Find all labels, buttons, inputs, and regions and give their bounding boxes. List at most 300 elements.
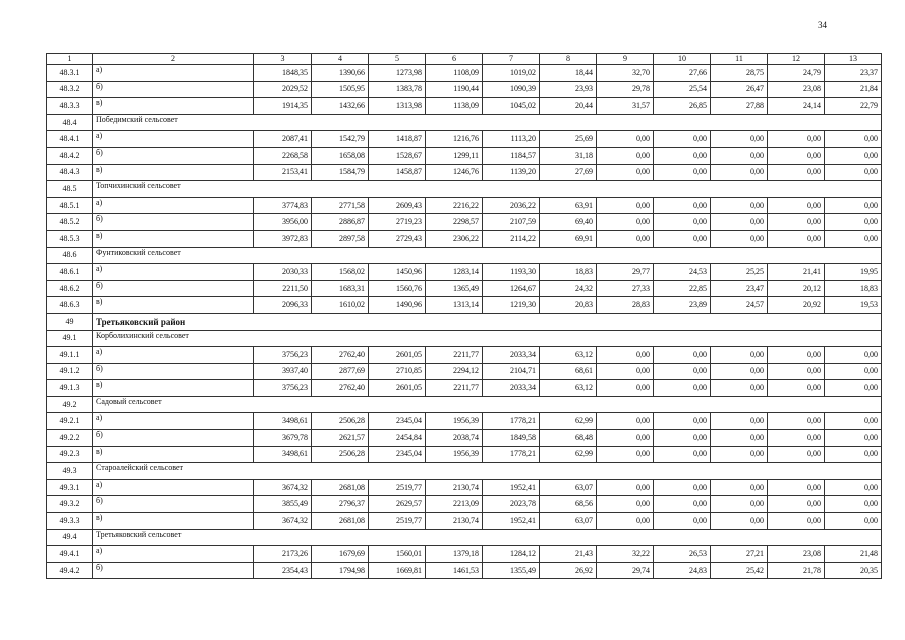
row-code: 49.4.1 <box>47 546 93 563</box>
value-cell: 19,53 <box>825 297 882 314</box>
value-cell: 18,83 <box>825 280 882 297</box>
row-code: 48.5.3 <box>47 230 93 247</box>
value-cell: 20,92 <box>768 297 825 314</box>
value-cell: 0,00 <box>711 197 768 214</box>
value-cell: 2153,41 <box>254 164 312 181</box>
value-cell: 2877,69 <box>312 363 369 380</box>
group-row <box>47 114 882 131</box>
value-cell: 0,00 <box>597 430 654 447</box>
value-cell: 2294,12 <box>426 363 483 380</box>
value-cell: 2681,08 <box>312 479 369 496</box>
value-cell: 0,00 <box>597 479 654 496</box>
value-cell: 1658,08 <box>312 147 369 164</box>
table-row <box>47 81 882 98</box>
value-cell: 20,83 <box>540 297 597 314</box>
value-cell: 0,00 <box>597 347 654 364</box>
value-cell: 1568,02 <box>312 264 369 281</box>
tariff-table <box>46 53 882 579</box>
table-row <box>47 297 882 314</box>
value-cell: 22,85 <box>654 280 711 297</box>
row-code: 49.1.1 <box>47 347 93 364</box>
value-cell: 0,00 <box>825 513 882 530</box>
value-cell: 18,83 <box>540 264 597 281</box>
value-cell: 2762,40 <box>312 347 369 364</box>
value-cell: 0,00 <box>711 496 768 513</box>
table-row <box>47 147 882 164</box>
value-cell: 0,00 <box>768 347 825 364</box>
value-cell: 2886,87 <box>312 214 369 231</box>
value-cell: 3937,40 <box>254 363 312 380</box>
value-cell: 24,83 <box>654 562 711 579</box>
column-header: 7 <box>483 54 540 65</box>
row-variant: б) <box>93 363 254 380</box>
value-cell: 0,00 <box>711 430 768 447</box>
value-cell: 0,00 <box>711 230 768 247</box>
value-cell: 0,00 <box>597 197 654 214</box>
council-name: Победимский сельсовет <box>93 114 882 131</box>
value-cell: 1045,02 <box>483 98 540 115</box>
row-variant: б) <box>93 81 254 98</box>
value-cell: 0,00 <box>654 230 711 247</box>
value-cell: 0,00 <box>711 446 768 463</box>
row-variant: а) <box>93 131 254 148</box>
value-cell: 21,84 <box>825 81 882 98</box>
value-cell: 25,25 <box>711 264 768 281</box>
value-cell: 24,57 <box>711 297 768 314</box>
value-cell: 0,00 <box>711 214 768 231</box>
table-row <box>47 430 882 447</box>
row-code: 48.4.2 <box>47 147 93 164</box>
value-cell: 29,77 <box>597 264 654 281</box>
value-cell: 2710,85 <box>369 363 426 380</box>
row-variant: б) <box>93 430 254 447</box>
row-code: 48.6.3 <box>47 297 93 314</box>
value-cell: 1184,57 <box>483 147 540 164</box>
value-cell: 27,33 <box>597 280 654 297</box>
value-cell: 1778,21 <box>483 413 540 430</box>
value-cell: 0,00 <box>654 446 711 463</box>
row-code: 48.5.1 <box>47 197 93 214</box>
table-row <box>47 280 882 297</box>
value-cell: 2506,28 <box>312 413 369 430</box>
value-cell: 0,00 <box>711 131 768 148</box>
council-name: Третьяковский сельсовет <box>93 529 882 546</box>
value-cell: 1679,69 <box>312 546 369 563</box>
value-cell: 1542,79 <box>312 131 369 148</box>
value-cell: 2897,58 <box>312 230 369 247</box>
value-cell: 0,00 <box>654 197 711 214</box>
value-cell: 21,41 <box>768 264 825 281</box>
column-header: 2 <box>93 54 254 65</box>
value-cell: 0,00 <box>597 147 654 164</box>
value-cell: 21,43 <box>540 546 597 563</box>
value-cell: 2213,09 <box>426 496 483 513</box>
column-header: 11 <box>711 54 768 65</box>
value-cell: 2354,43 <box>254 562 312 579</box>
column-header: 4 <box>312 54 369 65</box>
table-row <box>47 363 882 380</box>
table-row <box>47 264 882 281</box>
table-row <box>47 479 882 496</box>
value-cell: 31,57 <box>597 98 654 115</box>
value-cell: 2621,57 <box>312 430 369 447</box>
value-cell: 1313,98 <box>369 98 426 115</box>
value-cell: 2681,08 <box>312 513 369 530</box>
value-cell: 0,00 <box>654 214 711 231</box>
value-cell: 69,40 <box>540 214 597 231</box>
value-cell: 0,00 <box>768 479 825 496</box>
value-cell: 3855,49 <box>254 496 312 513</box>
value-cell: 0,00 <box>597 230 654 247</box>
value-cell: 24,32 <box>540 280 597 297</box>
value-cell: 63,12 <box>540 347 597 364</box>
value-cell: 2036,22 <box>483 197 540 214</box>
value-cell: 2719,23 <box>369 214 426 231</box>
value-cell: 0,00 <box>711 164 768 181</box>
value-cell: 0,00 <box>711 363 768 380</box>
column-header: 6 <box>426 54 483 65</box>
value-cell: 20,12 <box>768 280 825 297</box>
value-cell: 0,00 <box>654 164 711 181</box>
value-cell: 2029,52 <box>254 81 312 98</box>
value-cell: 2609,43 <box>369 197 426 214</box>
value-cell: 26,53 <box>654 546 711 563</box>
row-code: 48.4.1 <box>47 131 93 148</box>
value-cell: 31,18 <box>540 147 597 164</box>
table-row <box>47 496 882 513</box>
value-cell: 3756,23 <box>254 380 312 397</box>
value-cell: 2107,59 <box>483 214 540 231</box>
value-cell: 1849,58 <box>483 430 540 447</box>
value-cell: 2454,84 <box>369 430 426 447</box>
value-cell: 2173,26 <box>254 546 312 563</box>
value-cell: 0,00 <box>768 496 825 513</box>
value-cell: 28,75 <box>711 65 768 82</box>
row-variant: а) <box>93 546 254 563</box>
value-cell: 0,00 <box>768 197 825 214</box>
value-cell: 63,07 <box>540 479 597 496</box>
table-row <box>47 230 882 247</box>
row-code: 49.4.2 <box>47 562 93 579</box>
row-variant: в) <box>93 513 254 530</box>
value-cell: 23,89 <box>654 297 711 314</box>
value-cell: 1450,96 <box>369 264 426 281</box>
value-cell: 0,00 <box>768 430 825 447</box>
table-row <box>47 380 882 397</box>
value-cell: 1848,35 <box>254 65 312 82</box>
value-cell: 1560,01 <box>369 546 426 563</box>
value-cell: 3956,00 <box>254 214 312 231</box>
table-row <box>47 214 882 231</box>
value-cell: 0,00 <box>768 230 825 247</box>
value-cell: 1778,21 <box>483 446 540 463</box>
value-cell: 3972,83 <box>254 230 312 247</box>
value-cell: 0,00 <box>768 147 825 164</box>
value-cell: 2038,74 <box>426 430 483 447</box>
value-cell: 1794,98 <box>312 562 369 579</box>
value-cell: 2033,34 <box>483 347 540 364</box>
value-cell: 0,00 <box>597 164 654 181</box>
value-cell: 3756,23 <box>254 347 312 364</box>
row-code: 49.1.3 <box>47 380 93 397</box>
row-code: 48.5.2 <box>47 214 93 231</box>
value-cell: 0,00 <box>597 380 654 397</box>
value-cell: 0,00 <box>654 147 711 164</box>
table-row <box>47 164 882 181</box>
value-cell: 23,37 <box>825 65 882 82</box>
table-row <box>47 197 882 214</box>
value-cell: 63,12 <box>540 380 597 397</box>
value-cell: 0,00 <box>768 446 825 463</box>
row-code: 48.3.3 <box>47 98 93 115</box>
value-cell: 0,00 <box>654 496 711 513</box>
value-cell: 0,00 <box>654 380 711 397</box>
value-cell: 25,54 <box>654 81 711 98</box>
value-cell: 2771,58 <box>312 197 369 214</box>
value-cell: 0,00 <box>711 347 768 364</box>
value-cell: 3498,61 <box>254 446 312 463</box>
row-variant: б) <box>93 147 254 164</box>
value-cell: 0,00 <box>654 347 711 364</box>
group-row <box>47 396 882 413</box>
row-variant: в) <box>93 98 254 115</box>
value-cell: 1365,49 <box>426 280 483 297</box>
value-cell: 1952,41 <box>483 513 540 530</box>
value-cell: 2306,22 <box>426 230 483 247</box>
value-cell: 1273,98 <box>369 65 426 82</box>
value-cell: 0,00 <box>768 131 825 148</box>
value-cell: 1355,49 <box>483 562 540 579</box>
value-cell: 2519,77 <box>369 513 426 530</box>
value-cell: 1560,76 <box>369 280 426 297</box>
value-cell: 0,00 <box>825 147 882 164</box>
value-cell: 0,00 <box>825 214 882 231</box>
row-code: 48.6.1 <box>47 264 93 281</box>
council-name: Корболихинский сельсовет <box>93 330 882 347</box>
group-row <box>47 463 882 480</box>
table-row <box>47 546 882 563</box>
value-cell: 23,08 <box>768 81 825 98</box>
row-code: 48.5 <box>47 181 93 198</box>
value-cell: 20,35 <box>825 562 882 579</box>
value-cell: 0,00 <box>825 230 882 247</box>
row-variant: а) <box>93 347 254 364</box>
value-cell: 20,44 <box>540 98 597 115</box>
value-cell: 1283,14 <box>426 264 483 281</box>
value-cell: 63,07 <box>540 513 597 530</box>
table-row <box>47 513 882 530</box>
value-cell: 0,00 <box>711 413 768 430</box>
row-code: 48.3.1 <box>47 65 93 82</box>
value-cell: 68,48 <box>540 430 597 447</box>
value-cell: 0,00 <box>597 513 654 530</box>
value-cell: 0,00 <box>825 363 882 380</box>
value-cell: 28,83 <box>597 297 654 314</box>
value-cell: 1610,02 <box>312 297 369 314</box>
table-row <box>47 65 882 82</box>
table-row <box>47 413 882 430</box>
value-cell: 0,00 <box>597 131 654 148</box>
header-row <box>47 54 882 65</box>
value-cell: 1246,76 <box>426 164 483 181</box>
row-variant: б) <box>93 562 254 579</box>
value-cell: 1264,67 <box>483 280 540 297</box>
table-row <box>47 446 882 463</box>
value-cell: 0,00 <box>654 363 711 380</box>
table-body <box>47 54 882 579</box>
value-cell: 0,00 <box>711 147 768 164</box>
value-cell: 1956,39 <box>426 413 483 430</box>
value-cell: 1284,12 <box>483 546 540 563</box>
value-cell: 2211,50 <box>254 280 312 297</box>
value-cell: 2130,74 <box>426 479 483 496</box>
council-name: Староалейский сельсовет <box>93 463 882 480</box>
value-cell: 2130,74 <box>426 513 483 530</box>
group-row <box>47 330 882 347</box>
value-cell: 2601,05 <box>369 380 426 397</box>
value-cell: 1383,78 <box>369 81 426 98</box>
value-cell: 63,91 <box>540 197 597 214</box>
value-cell: 2506,28 <box>312 446 369 463</box>
value-cell: 1458,87 <box>369 164 426 181</box>
row-code: 49.3.1 <box>47 479 93 496</box>
value-cell: 2211,77 <box>426 380 483 397</box>
value-cell: 0,00 <box>825 197 882 214</box>
value-cell: 1956,39 <box>426 446 483 463</box>
value-cell: 1461,53 <box>426 562 483 579</box>
value-cell: 1505,95 <box>312 81 369 98</box>
value-cell: 1313,14 <box>426 297 483 314</box>
row-variant: б) <box>93 280 254 297</box>
value-cell: 2601,05 <box>369 347 426 364</box>
value-cell: 0,00 <box>654 513 711 530</box>
value-cell: 0,00 <box>597 496 654 513</box>
group-row <box>47 529 882 546</box>
group-row <box>47 247 882 264</box>
value-cell: 0,00 <box>654 413 711 430</box>
row-code: 48.6 <box>47 247 93 264</box>
value-cell: 0,00 <box>711 479 768 496</box>
row-code: 49.3 <box>47 463 93 480</box>
row-code: 49.2.2 <box>47 430 93 447</box>
table-row <box>47 562 882 579</box>
value-cell: 2762,40 <box>312 380 369 397</box>
row-variant: в) <box>93 380 254 397</box>
row-code: 49.3.2 <box>47 496 93 513</box>
row-code: 48.6.2 <box>47 280 93 297</box>
council-name: Фунтиковский сельсовет <box>93 247 882 264</box>
value-cell: 3774,83 <box>254 197 312 214</box>
value-cell: 0,00 <box>768 380 825 397</box>
value-cell: 1138,09 <box>426 98 483 115</box>
column-header: 9 <box>597 54 654 65</box>
value-cell: 19,95 <box>825 264 882 281</box>
row-variant: в) <box>93 297 254 314</box>
value-cell: 1432,66 <box>312 98 369 115</box>
column-header: 13 <box>825 54 882 65</box>
value-cell: 1584,79 <box>312 164 369 181</box>
value-cell: 3679,78 <box>254 430 312 447</box>
value-cell: 1418,87 <box>369 131 426 148</box>
value-cell: 0,00 <box>825 131 882 148</box>
value-cell: 2729,43 <box>369 230 426 247</box>
value-cell: 1216,76 <box>426 131 483 148</box>
value-cell: 2030,33 <box>254 264 312 281</box>
region-row <box>47 313 882 330</box>
value-cell: 0,00 <box>768 164 825 181</box>
value-cell: 2216,22 <box>426 197 483 214</box>
row-code: 49.2.3 <box>47 446 93 463</box>
value-cell: 62,99 <box>540 446 597 463</box>
value-cell: 1190,44 <box>426 81 483 98</box>
value-cell: 22,79 <box>825 98 882 115</box>
value-cell: 1683,31 <box>312 280 369 297</box>
value-cell: 0,00 <box>654 479 711 496</box>
row-variant: б) <box>93 496 254 513</box>
value-cell: 1019,02 <box>483 65 540 82</box>
row-code: 49.3.3 <box>47 513 93 530</box>
council-name: Садовый сельсовет <box>93 396 882 413</box>
value-cell: 0,00 <box>654 430 711 447</box>
row-code: 48.4 <box>47 114 93 131</box>
value-cell: 2087,41 <box>254 131 312 148</box>
value-cell: 1528,67 <box>369 147 426 164</box>
value-cell: 0,00 <box>825 347 882 364</box>
value-cell: 1219,30 <box>483 297 540 314</box>
region-name: Третьяковский район <box>93 313 882 330</box>
row-variant: а) <box>93 197 254 214</box>
page-number: 34 <box>818 20 827 30</box>
value-cell: 2114,22 <box>483 230 540 247</box>
column-header: 3 <box>254 54 312 65</box>
row-variant: в) <box>93 446 254 463</box>
value-cell: 1390,66 <box>312 65 369 82</box>
value-cell: 1113,20 <box>483 131 540 148</box>
table-row <box>47 98 882 115</box>
value-cell: 0,00 <box>825 446 882 463</box>
row-variant: в) <box>93 230 254 247</box>
value-cell: 21,78 <box>768 562 825 579</box>
value-cell: 1299,11 <box>426 147 483 164</box>
value-cell: 69,91 <box>540 230 597 247</box>
value-cell: 27,69 <box>540 164 597 181</box>
value-cell: 2345,04 <box>369 446 426 463</box>
value-cell: 25,69 <box>540 131 597 148</box>
value-cell: 27,66 <box>654 65 711 82</box>
column-header: 10 <box>654 54 711 65</box>
value-cell: 0,00 <box>825 380 882 397</box>
value-cell: 21,48 <box>825 546 882 563</box>
value-cell: 0,00 <box>597 413 654 430</box>
value-cell: 1108,09 <box>426 65 483 82</box>
row-code: 49.2 <box>47 396 93 413</box>
value-cell: 0,00 <box>825 479 882 496</box>
value-cell: 0,00 <box>768 214 825 231</box>
row-variant: а) <box>93 264 254 281</box>
value-cell: 2298,57 <box>426 214 483 231</box>
value-cell: 3674,32 <box>254 479 312 496</box>
value-cell: 26,47 <box>711 81 768 98</box>
value-cell: 23,08 <box>768 546 825 563</box>
column-header: 5 <box>369 54 426 65</box>
value-cell: 62,99 <box>540 413 597 430</box>
value-cell: 23,93 <box>540 81 597 98</box>
row-code: 49.1.2 <box>47 363 93 380</box>
value-cell: 0,00 <box>597 446 654 463</box>
value-cell: 29,78 <box>597 81 654 98</box>
value-cell: 2096,33 <box>254 297 312 314</box>
value-cell: 1490,96 <box>369 297 426 314</box>
